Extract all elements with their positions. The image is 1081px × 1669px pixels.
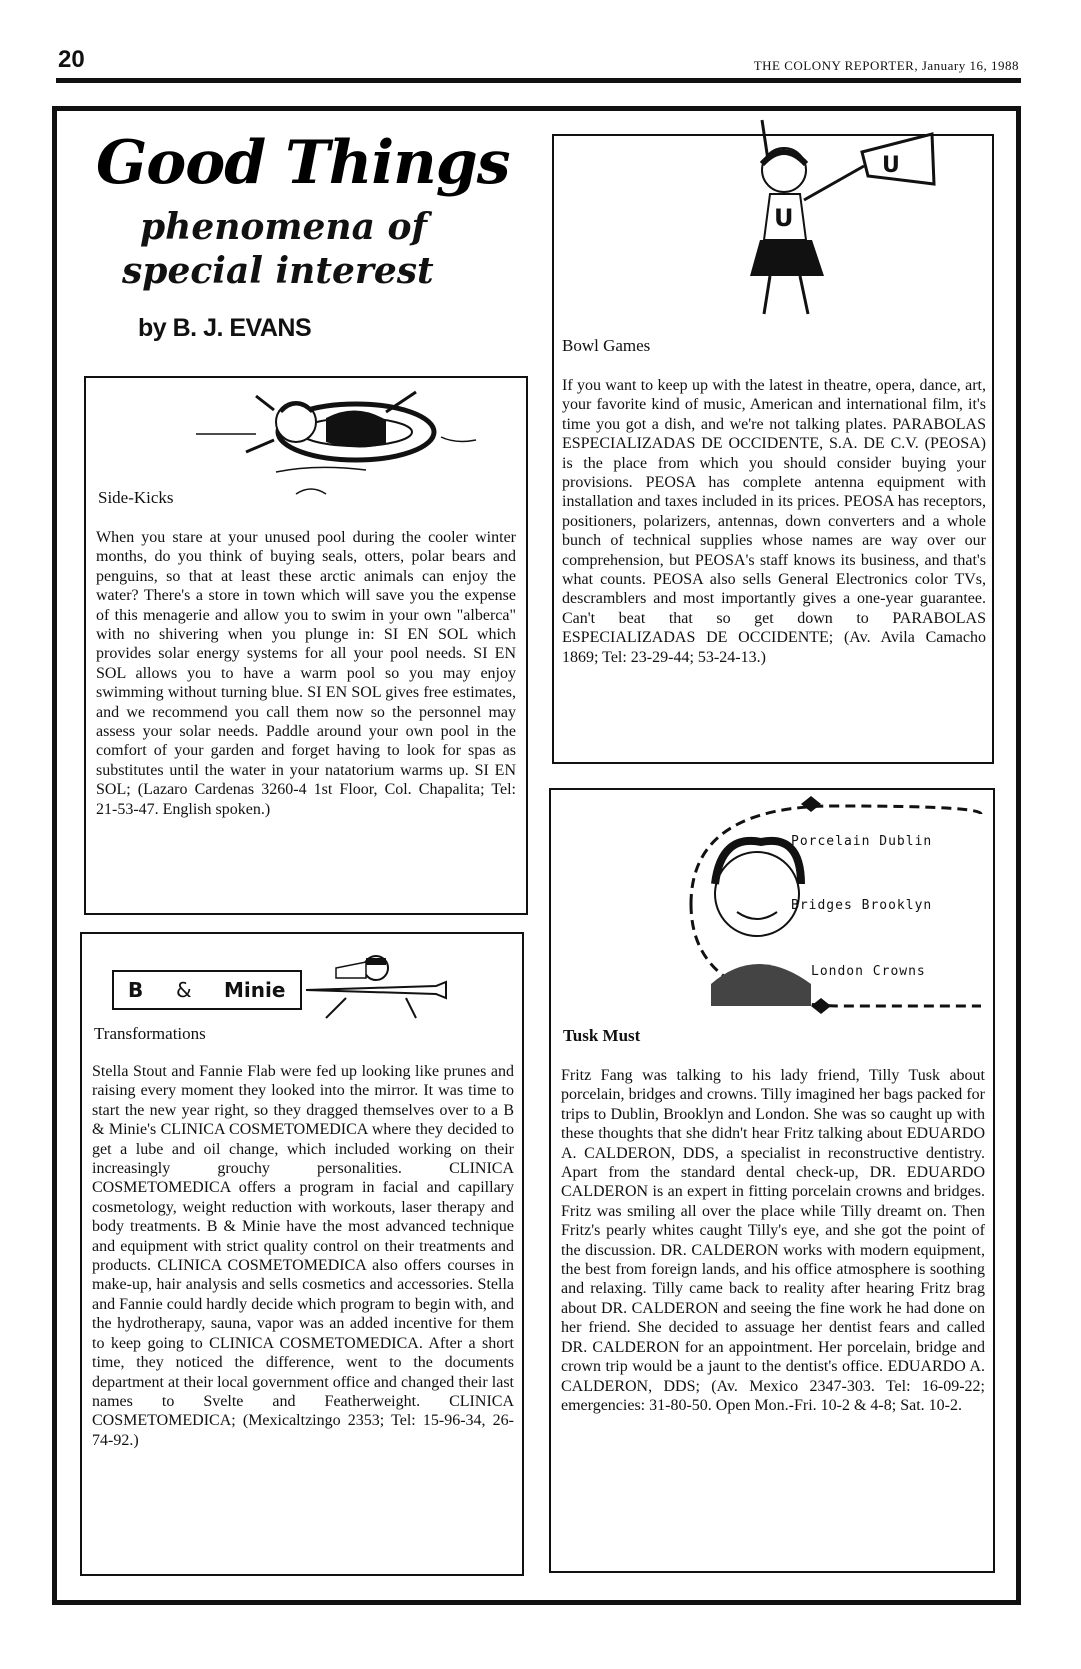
b-minie-sign xyxy=(112,970,302,1010)
bowl-games-body: If you want to keep up with the latest in theatre, opera, dance, art, your favorite kind of music, American and international film, it's time you got a dish, and we're not talking plates. PARABOLAS ESPECIALIZADAS DE OCCIDENTE, S.A. DE C.V. (PEOSA) is the place from which you should consider buying your provisions. PEOSA has complete antenna equipment with installation and taxes included in its prices. PEOSA has receptors, positioners, polarizers, antennas, down converters and a whole bunch of technical supplies whose names are way over our comprehension, but PEOSA's staff knows its business, and that's what counts. PEOSA also sells General Electronics color TVs, descramblers and most importantly gives a one-year guarantee. Can't beat that so get down to PARABOLAS ESPECIALIZADAS DE OCCIDENTE; (Av. Avila Camacho 1869; Tel: 23-29-44; 53-24-13.) xyxy=(562,377,986,666)
sign-b: B xyxy=(128,978,144,1002)
tusk-must-body: Fritz Fang was talking to his lady friend, Tilly Tusk about porcelain, bridges and crowns. Tilly imagined her bags packed for trips to Dublin, Brooklyn and London. She was so caught up with these thoughts that she didn't hear Fritz talking about EDUARDO A. CALDERON, DDS, a specialist in reconstructive dentistry. Apart from the standard dental check-up, DR. EDUARDO CALDERON is an expert in fitting porcelain crowns and bridges. Fritz was smiling all over the place while Tilly dreamt on. Then Fritz's pearly whites caught Tilly's eye, and she got the point of the discussion. DR. CALDERON works with modern equipment, the best from foreign lands, and his office atmosphere is soothing and relaxing. Tilly came back to reality after hearing Fritz brag about DR. CALDERON and seeing the fine work he had done on her friend. She decided to assuage her dentist fears and called DR. CALDERON for an appointment. Her porcelain, bridge and crown trip would be a jaunt to the dentist's office. EDUARDO A. CALDERON, DDS; (Av. Mexico 2347-303. Tel: 16-09-22; emergencies: 31-80-50. Open Mon.-Fri. 10-2 & 4-8; Sat. 10-2. xyxy=(561,1067,985,1414)
tag-porcelain-dublin: Porcelain Dublin xyxy=(791,834,933,849)
swimmer-illustration xyxy=(186,382,486,502)
sign-ampersand: & xyxy=(176,978,192,1002)
masthead-title: Good Things xyxy=(96,128,510,198)
tusk-must-title: Tusk Must xyxy=(563,1026,641,1045)
megaphone-letter: U xyxy=(882,153,900,178)
bowl-games-title: Bowl Games xyxy=(562,336,651,355)
running-head: THE COLONY REPORTER, January 16, 1988 xyxy=(753,58,1019,73)
page-number: 20 xyxy=(58,46,85,73)
byline: by B. J. EVANS xyxy=(138,314,312,342)
tusk-must-box xyxy=(549,788,995,1573)
tag-london-crowns: London Crowns xyxy=(811,964,926,979)
masthead xyxy=(92,128,532,358)
bowl-games-box xyxy=(552,134,994,764)
sign-minie: Minie xyxy=(224,978,286,1002)
airplane-illustration xyxy=(306,948,456,1028)
masthead-subtitle-2: special interest xyxy=(122,250,434,292)
sidekicks-body: When you stare at your unused pool during the cooler winter months, do you think of buying seals, otters, polar bears and penguins, so that at least these arctic animals can enjoy the water? There's a store in town which will save you the expense of this menagerie and allow you to swim in your own "alberca" with no shivering when you plunge in: SI EN SOL which provides solar energy systems for all your pool needs. SI EN SOL allows you to have a warm pool so you may enjoy swimming without turning blue. SI EN SOL gives free estimates, and we recommend you call them now so the personnel may assess your solar needs. Paddle around your own pool in the comfort of your garden and forget having to look for spas as substitutes until the water in your natatorium warms up. SI EN SOL; (Lazaro Cardenas 3260-4 1st Floor, Col. Chapalita; Tel: 21-53-47. English spoken.) xyxy=(96,529,516,818)
cheerleader-illustration xyxy=(704,100,964,340)
sweater-letter: U xyxy=(774,204,794,232)
masthead-subtitle-1: phenomena of xyxy=(140,206,427,248)
transformations-title: Transformations xyxy=(94,1024,206,1043)
top-rule xyxy=(56,78,1021,83)
sidekicks-title: Side-Kicks xyxy=(98,488,174,507)
transformations-body: Stella Stout and Fannie Flab were fed up looking like prunes and raising every moment they looked into the mirror. It was time to start the new year right, so they dragged themselves over to a B & Minie's CLINICA COSMETOMEDICA where they decided to get a lube and oil change, which included working on their increasingly grouchy personalities. CLINICA COSMETOMEDICA offers a program in facial and capillary cosmetology, weight reduction with workouts, laser therapy and body treatments. B & Minie have the most advanced technique and equipment with strict quality control on their treatments and products. CLINICA COSMETOMEDICA also offers courses in make-up, hair analysis and sells cosmetics and accessories. Stella and Fannie could hardly decide which program to begin with, and the hydrotherapy, sauna, vapor was an added incentive for them to keep going to CLINICA COSMETOMEDICA. After a short time, they noticed the difference, went to the documents department at their local government office and changed their last names to Svelte and Featherweight. CLINICA COSMETOMEDICA; (Mexicaltzingo 2353; Tel: 15-96-34, 26-74-92.) xyxy=(92,1063,514,1449)
transformations-box xyxy=(80,932,524,1576)
sidekicks-box xyxy=(84,376,528,915)
tag-bridges-brooklyn: Bridges Brooklyn xyxy=(791,898,933,913)
